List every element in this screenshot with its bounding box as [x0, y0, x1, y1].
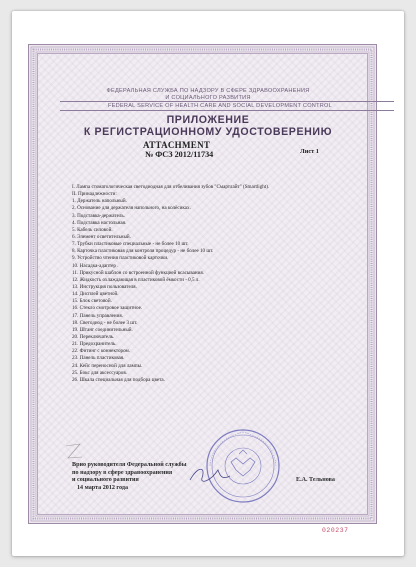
list-item: 21. Предохранитель.	[72, 341, 117, 348]
list-item: 11. Прикусной шаблон со встроенной функцией всасывания.	[72, 269, 204, 276]
signature-line-3: и социального развития	[72, 477, 139, 484]
title-line-2: К РЕГИСТРАЦИОННОМУ УДОСТОВЕРЕНИЮ	[83, 126, 333, 138]
registration-number: № ФСЗ 2012/11734	[145, 150, 214, 159]
list-item: 1. Держатель напольный.	[72, 198, 127, 205]
header-line-2: И СОЦИАЛЬНОГО РАЗВИТИЯ	[165, 95, 251, 101]
list-item: 22. Фитинг с коннектором.	[72, 348, 131, 355]
header-line-1: ФЕДЕРАЛЬНАЯ СЛУЖБА ПО НАДЗОРУ В СФЕРЕ ЗДРАВООХРАНЕНИЯ	[106, 88, 310, 94]
signature-block	[72, 462, 186, 492]
list-item: II. Принадлежности:	[72, 191, 117, 198]
list-item: 17. Панель управления.	[72, 312, 123, 319]
list-item: 7. Трубки пластиковые специальные - не более 10 шт.	[72, 241, 189, 248]
attachment-label: ATTACHMENT	[143, 140, 211, 150]
signer-name: Е.А. Тельнова	[296, 477, 335, 483]
serial-number: 020237	[322, 527, 349, 534]
list-item: 5. Кабель силовой.	[72, 226, 113, 233]
list-item: 9. Устройство чтения пластиковой карточки.	[72, 255, 169, 262]
list-item: 15. Блок световой.	[72, 298, 112, 305]
header-rule-bottom	[60, 110, 394, 111]
list-item: 19. Штанг соединительный.	[72, 326, 133, 333]
signature-line-1: Врио руководителя Федеральной службы	[72, 462, 187, 468]
list-item: 24. Кейс переносной для лампы.	[72, 362, 143, 369]
list-item: I. Лампа стоматологическая светодиодная для отбеливания зубов "Смартлайт" (Smartlight).	[72, 184, 270, 190]
list-item: 13. Инструкция пользователя.	[72, 283, 137, 290]
list-item: 10. Насадка-адаптер .	[72, 262, 119, 269]
list-item: 4. Подставка настольная.	[72, 219, 127, 226]
list-item: 26. Шкала специальная для подбора цвета.	[72, 376, 165, 383]
list-item: 18. Светодиод - не более 3 шт.	[72, 319, 138, 326]
sheet-number: Лист 1	[300, 148, 319, 155]
list-item: 8. Карточка пластиковая для контроля процедур - не более 10 шт.	[72, 248, 214, 255]
header-rule-top	[60, 101, 394, 102]
list-item: 16. Стекло смотровое защитное.	[72, 305, 143, 312]
list-item: 3. Подставка-держатель.	[72, 212, 126, 219]
list-item: 23. Панель пластиковая.	[72, 355, 125, 362]
list-item: 25. Бокс для аксессуаров.	[72, 369, 128, 376]
title-line-1: ПРИЛОЖЕНИЕ	[166, 114, 250, 126]
list-item: 14. Дисплей цветной.	[72, 291, 119, 298]
items-list	[72, 184, 362, 384]
list-item: 20. Переключатель.	[72, 333, 115, 340]
list-item: 6. Элемент осветительный.	[72, 233, 131, 240]
signature-line-2: по надзору в сфере здравоохранения	[72, 469, 173, 476]
list-item: 12. Жидкость охлаждающая в пластиковой ёмкости - 0,5 л.	[72, 276, 200, 283]
signature-date: 14 марта 2012 года	[77, 484, 129, 491]
list-item: 2. Основание для держателя напольного, на колёсиках.	[72, 205, 191, 212]
header-line-3: FEDERAL SERVICE OF HEALTH CARE AND SOCIAL DEVELOPMENT CONTROL	[107, 103, 333, 109]
